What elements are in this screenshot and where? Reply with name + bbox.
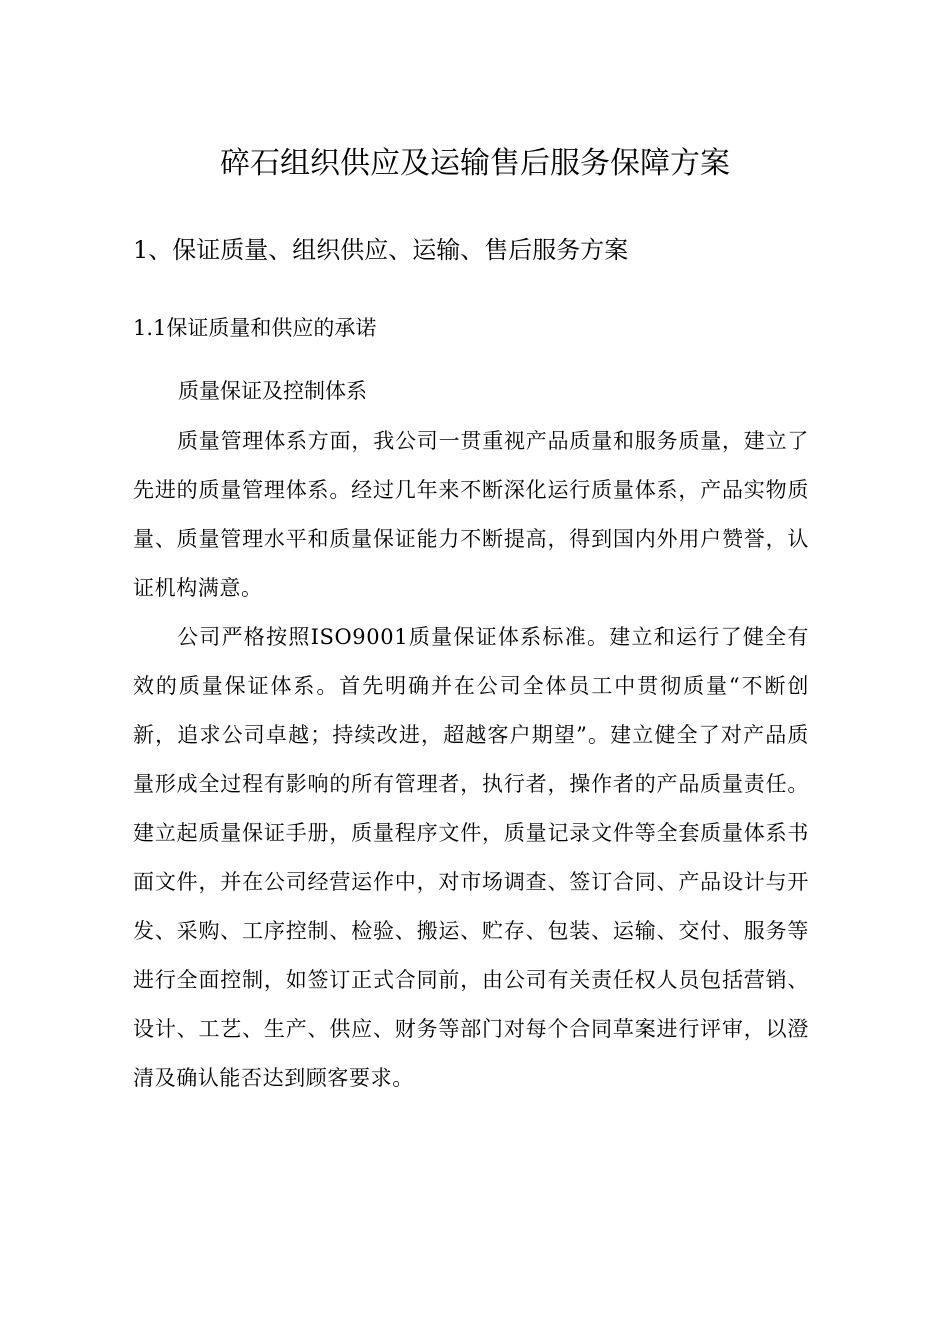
- paragraph-iso9001: 公司严格按照ISO9001质量保证体系标准。建立和运行了健全有效的质量保证体系。首先明确并在公司全体员工中贯彻质量“不断创新，追求公司卓越；持续改进，超越客户期望”。建立健全了对产品质量形成全过程有影响的所有管理者，执行者，操作者的产品质量责任。建立起质量保证手册，质量程序文件，质量记录文件等全套质量体系书面文件，并在公司经营运作中，对市场调查、签订合同、产品设计与开发、采购、工序控制、检验、搬运、贮存、包装、运输、交付、服务等进行全面控制，如签订正式合同前，由公司有关责任权人员包括营销、设计、工艺、生产、供应、财务等部门对每个合同草案进行评审，以澄清及确认能否达到顾客要求。: [133, 625, 809, 1090]
- document-title: 碎石组织供应及运输售后服务保障方案: [220, 146, 730, 181]
- section-heading: 1、保证质量、组织供应、运输、售后服务方案: [133, 236, 629, 264]
- subheading-quality-system: 质量保证及控制体系: [178, 379, 367, 403]
- subsection-heading: 1.1保证质量和供应的承诺: [133, 316, 377, 340]
- paragraph-quality-management: 质量管理体系方面，我公司一贯重视产品质量和服务质量，建立了先进的质量管理体系。经过几年来不断深化运行质量体系，产品实物质量、质量管理水平和质量保证能力不断提高，得到国内外用户赞誉，认证机构满意。: [133, 429, 809, 600]
